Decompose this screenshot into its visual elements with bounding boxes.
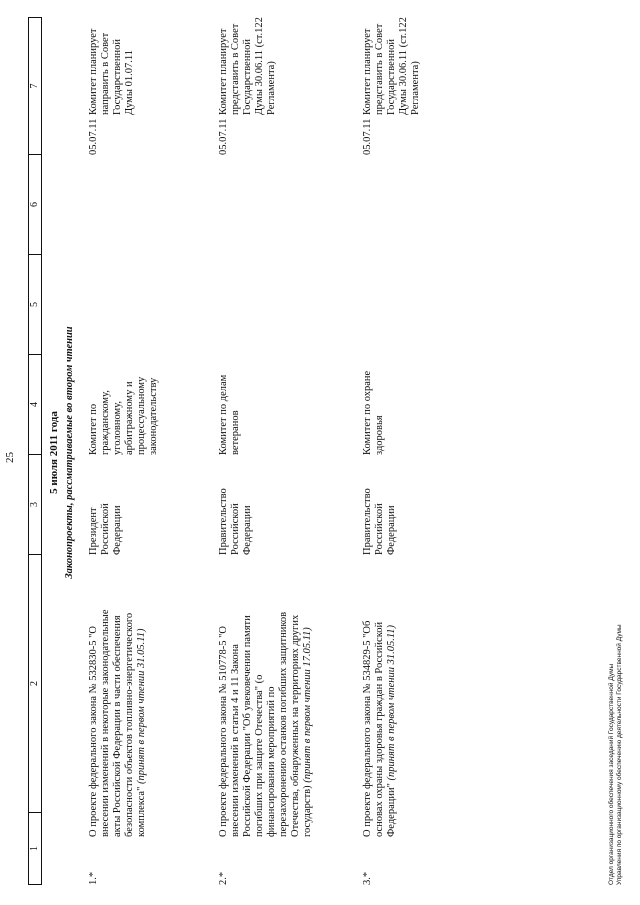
section-heading: Законопроекты, рассматриваемые во втором чтении <box>64 326 75 579</box>
row-date: 05.07.11 <box>362 118 373 155</box>
row-number: 3.* <box>362 871 373 885</box>
column-header: 1 <box>29 812 41 884</box>
bill-title: О проекте федерального закона № 510778-5 "О внесении изменений в статьи 4 и 11 Закона Российской Федерации "Об увековечении памяти погибших при защите Отечества" (о финансировании мероприятий по перезахоронению останков погибших защитников Отечества, обнаруженных на территориях других государств) <box>218 611 313 837</box>
row-comment: Комитет планирует направить в Совет Государственной Думы 01.07.11 <box>88 28 135 115</box>
row-date: 05.07.11 <box>88 118 99 155</box>
column-header: 3 <box>29 454 41 554</box>
row-comment: Комитет планирует представить в Совет Государственной Думы 30.06.11 (ст.122 Регламента) <box>218 17 277 115</box>
page-number: 25 <box>4 452 16 463</box>
footer-line: Отдел организационного обеспечения заседаний Государственной Думы <box>608 663 615 885</box>
footer-line: Управления по организационному обеспечению деятельности Государственной Думы <box>616 624 623 885</box>
bill-description <box>218 609 314 837</box>
responsible-committee: Комитет по гражданскому, уголовному, арбитражному и процессуальному законодательству <box>88 376 159 455</box>
row-number: 1.* <box>88 871 99 885</box>
row-number: 2.* <box>218 871 229 885</box>
date-heading: 5 июля 2011 года <box>48 411 60 494</box>
bill-description <box>88 609 148 837</box>
column-header: 5 <box>29 254 41 354</box>
bill-note: (принят в первом чтении 31.05.11) <box>386 624 397 781</box>
responsible-committee: Комитет по делам ветеранов <box>218 374 241 455</box>
row-date: 05.07.11 <box>218 118 229 155</box>
row-comment: Комитет планирует представить в Совет Государственной Думы 30.06.11 (ст.122 Регламента) <box>362 17 421 115</box>
column-header: 7 <box>29 83 40 89</box>
column-header: 6 <box>29 154 41 254</box>
bill-author: Правительство Российской Федерации <box>218 488 253 555</box>
bill-author: Президент Российской Федерации <box>88 503 123 555</box>
bill-author: Правительство Российской Федерации <box>362 488 397 555</box>
column-header: 2 <box>29 554 41 812</box>
bill-title: О проекте федерального закона № 534829-5 "Об основах охраны здоровья граждан в Российской Федерации" <box>362 620 397 837</box>
column-number-header <box>28 17 42 885</box>
column-header: 4 <box>29 354 41 454</box>
bill-description <box>362 609 398 837</box>
bill-note: (принят в первом чтении 31.05.11) <box>136 628 147 785</box>
footer <box>608 624 624 885</box>
bill-title: О проекте федерального закона № 532830-5 "О внесении изменений в некоторые законодательные акты Российской Федерации в части обеспечения безопасности объектов топливно-энергетического комплекса" <box>88 609 147 837</box>
responsible-committee: Комитет по охране здоровья <box>362 370 385 455</box>
bill-note: (принят в первом чтении 17.05.11) <box>302 627 313 783</box>
